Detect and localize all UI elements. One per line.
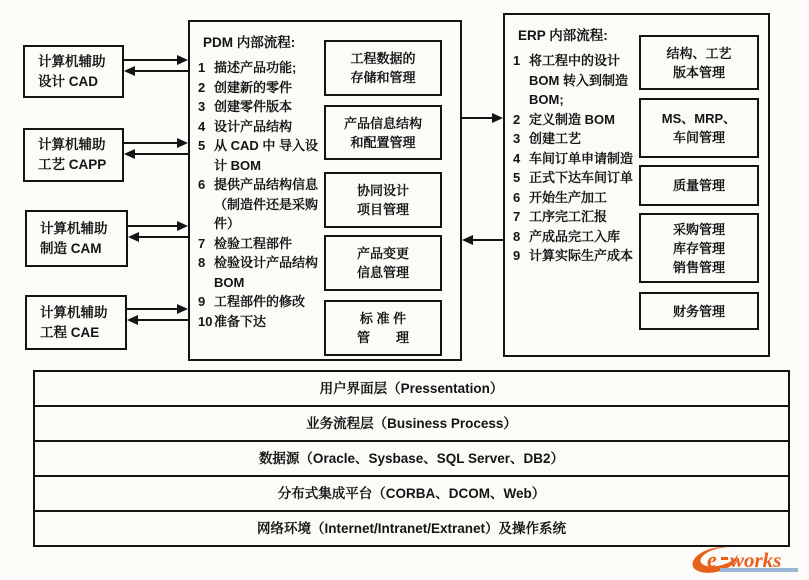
pdm-step (198, 175, 326, 234)
pdm-container (188, 20, 462, 361)
funcbox-line: 销售管理 (672, 259, 725, 275)
erp-step (513, 227, 641, 247)
erp-step-text: 车间订单申请制造 (529, 150, 634, 166)
pdm-step-text: 检验工程部件 (214, 235, 293, 251)
pdm-step-num: 2 (198, 79, 206, 95)
erp-step-text: 开始生产加工 (529, 189, 608, 205)
erp-step-num: 8 (513, 228, 521, 244)
pdm-func-product-info-config (324, 105, 442, 160)
erp-title: ERP 内部流程: (518, 28, 608, 43)
erp-step (513, 110, 641, 130)
pdm-func-engineering-data (324, 40, 442, 96)
arrow-cae-to-pdm (127, 308, 178, 310)
funcbox-line: 采购管理 (672, 221, 725, 237)
erp-func-quality (639, 165, 759, 206)
eworks-watermark-logo (690, 540, 806, 578)
funcbox-line: 标 准 件 (359, 311, 407, 326)
funcbox-line: 版本管理 (672, 64, 725, 80)
erp-step-text: 工序完工汇报 (529, 209, 608, 224)
module-cad-line1: 计算机辅助 (38, 53, 106, 69)
pdm-func-collab-design-project (324, 172, 442, 228)
pdm-step-text: 描述产品功能; (214, 60, 297, 75)
pdm-step-num: 4 (198, 118, 206, 134)
pdm-step-text: 提供产品结构信息（制造件还是采购件） (214, 177, 319, 231)
module-cam (25, 210, 128, 267)
pdm-step-text: 创建新的零件 (214, 79, 293, 95)
layer-presentation: 用户界面层（Pressentation） (35, 372, 788, 407)
pdm-func-standard-parts (324, 300, 442, 356)
erp-step (513, 168, 641, 188)
funcbox-line: 工程数据的 (350, 51, 416, 66)
layer-integration-platform: 分布式集成平台（CORBA、DCOM、Web） (35, 477, 788, 512)
arrow-pdm-to-cad (134, 70, 188, 72)
pdm-step-num: 8 (198, 255, 206, 270)
pdm-step (198, 312, 326, 332)
pdm-step (198, 292, 326, 312)
erp-step-text: 正式下达车间订单 (529, 170, 634, 185)
pdm-steps-list (198, 58, 326, 331)
pdm-title: PDM 内部流程: (203, 35, 296, 50)
module-cam-line2: 制造 CAM (40, 240, 102, 256)
arrow-pdm-to-cae (137, 319, 188, 321)
funcbox-line: 项目管理 (356, 202, 409, 217)
funcbox-line: 库存管理 (672, 240, 725, 256)
erp-func-structure-process-version (639, 35, 759, 90)
pdm-step-num: 5 (198, 138, 206, 153)
erp-step-text: 将工程中的设计 BOM 转入到制造 BOM; (529, 53, 628, 107)
pdm-step (198, 78, 326, 98)
funcbox-line: 信息管理 (356, 265, 409, 280)
pdm-step-text: 检验设计产品结构 BOM (214, 255, 319, 290)
erp-step (513, 188, 641, 208)
pdm-step-text: 准备下达 (214, 313, 267, 329)
erp-step-num: 7 (513, 209, 521, 224)
erp-step-text: 产成品完工入库 (529, 228, 621, 244)
funcbox-line: 产品变更 (356, 246, 409, 261)
erp-func-purchase-inventory-sales (639, 213, 759, 283)
arrow-pdm-to-capp (134, 153, 188, 155)
funcbox-line: MS、MRP、 (661, 111, 737, 126)
pdm-step-num: 6 (198, 177, 206, 192)
erp-step-num: 5 (513, 170, 521, 185)
module-capp (23, 128, 124, 182)
layer-business-process: 业务流程层（Business Process） (35, 407, 788, 442)
erp-step-text: 定义制造 BOM (529, 111, 615, 127)
funcbox-line: 产品信息结构 (343, 115, 422, 131)
eworks-dash (721, 557, 728, 560)
module-capp-line2: 工艺 CAPP (38, 157, 107, 172)
erp-steps-list (513, 51, 641, 266)
pdm-step (198, 136, 326, 175)
pdm-step-text: 创建零件版本 (214, 99, 293, 114)
eworks-logo-graphic (690, 540, 806, 578)
pdm-step-text: 工程部件的修改 (214, 294, 306, 309)
erp-step-num: 2 (513, 111, 521, 127)
funcbox-line: 存储和管理 (350, 70, 416, 85)
erp-func-finance (639, 292, 759, 330)
arrow-cad-to-pdm (124, 59, 178, 61)
pdm-func-change-info (324, 235, 442, 291)
module-cad-line2: 设计 CAD (38, 73, 98, 89)
funcbox-line: 车间管理 (672, 130, 725, 145)
erp-step (513, 51, 641, 110)
module-cae-line1: 计算机辅助 (40, 304, 108, 320)
erp-container (503, 13, 770, 357)
erp-step (513, 149, 641, 169)
arrow-cam-to-pdm (128, 225, 178, 227)
pdm-step-num: 1 (198, 60, 206, 75)
funcbox-line: 协同设计 (356, 183, 409, 198)
erp-step-num: 1 (513, 53, 521, 68)
module-cad (23, 45, 124, 98)
pdm-step-num: 3 (198, 99, 206, 114)
pdm-step (198, 117, 326, 137)
erp-step (513, 246, 641, 266)
pdm-step-num: 10 (198, 313, 213, 329)
architecture-layer-stack (33, 370, 790, 547)
funcbox-line: 和配置管理 (350, 134, 416, 150)
funcbox-line: 质量管理 (672, 178, 725, 193)
pdm-step-text: 从 CAD 中 导入设计 BOM (214, 138, 319, 173)
layer-data-source: 数据源（Oracle、Sysbase、SQL Server、DB2） (35, 442, 788, 477)
pdm-step (198, 97, 326, 117)
arrow-erp-to-pdm (472, 239, 503, 241)
funcbox-line: 财务管理 (672, 303, 725, 319)
module-cae-line2: 工程 CAE (40, 324, 100, 340)
eworks-works-text: works (730, 548, 782, 572)
pdm-step (198, 253, 326, 292)
erp-step-num: 6 (513, 189, 521, 205)
erp-func-ms-mrp-shopfloor (639, 98, 759, 158)
eworks-e-letter: e (707, 547, 717, 572)
pdm-step-text: 设计产品结构 (214, 118, 293, 134)
erp-step-text: 创建工艺 (529, 131, 582, 146)
erp-step-num: 3 (513, 131, 521, 146)
module-cae (25, 295, 127, 350)
arrow-pdm-to-erp (462, 117, 493, 119)
erp-step-num: 9 (513, 248, 521, 263)
erp-step (513, 207, 641, 227)
layer-network-os: 网络环境（Internet/Intranet/Extranet）及操作系统 (256, 521, 567, 536)
pdm-step (198, 234, 326, 254)
erp-step (513, 129, 641, 149)
funcbox-line: 结构、工艺 (666, 45, 732, 61)
erp-step-num: 4 (513, 150, 521, 166)
pdm-step-num: 9 (198, 294, 206, 309)
pdm-step-num: 7 (198, 235, 206, 251)
module-cam-line1: 计算机辅助 (40, 220, 108, 236)
arrow-capp-to-pdm (124, 142, 178, 144)
pdm-step (198, 58, 326, 78)
funcbox-line: 管 理 (356, 330, 409, 345)
arrow-pdm-to-cam (138, 236, 188, 238)
erp-step-text: 计算实际生产成本 (529, 248, 634, 263)
module-capp-line1: 计算机辅助 (38, 137, 106, 152)
